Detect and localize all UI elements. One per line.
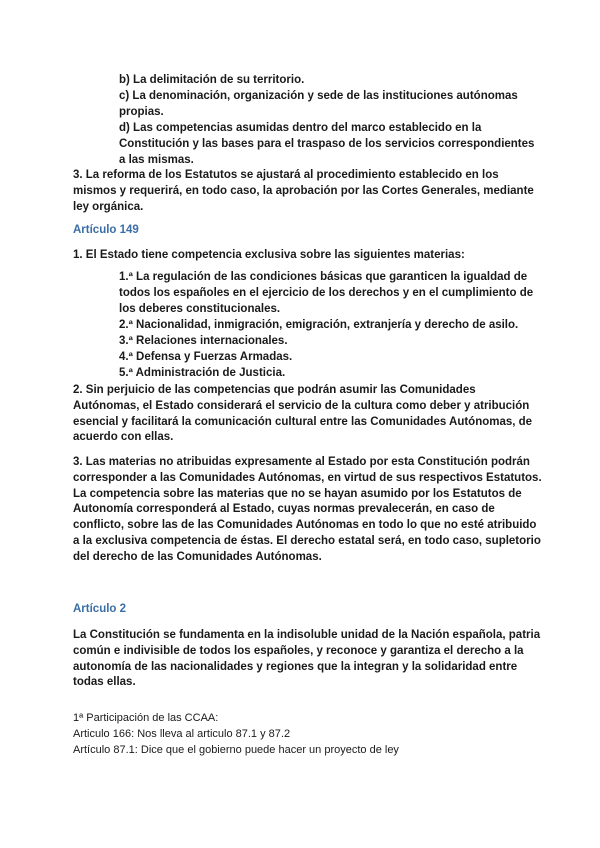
art149-item-5: 5.ª Administración de Justicia. bbox=[119, 367, 286, 379]
item-b: b) La delimitación de su territorio. bbox=[119, 74, 305, 86]
note-line-3: Artículo 87.1: Dice que el gobierno puede hacer un proyecto de ley bbox=[73, 744, 399, 756]
art2-text: La Constitución se fundamenta en la indisoluble unidad de la Nación española, patria común e indivisible de todos los españoles, y reconoce y garantiza el derecho a la autonomía de las nacionalidades y regiones que la integran y la solidaridad entre todas ellas. bbox=[73, 629, 541, 689]
art149-paragraph-3: 3. Las materias no atribuidas expresamente al Estado por esta Constitución podrán corresponder a las Comunidades Autónomas, en virtud de sus respectivos Estatutos. La competencia sobre las materias que no se hayan asumido por los Estatutos de Autonomía corresponderá al Estado, cuyas normas prevalecerán, en caso de conflicto, sobre las de las Comunidades Autónomas en todo lo que no esté atribuido a la exclusiva competencia de éstas. El derecho estatal será, en todo caso, supletorio del derecho de las Comunidades Autónomas. bbox=[73, 456, 542, 563]
art149-item-1: 1.ª La regulación de las condiciones básicas que garanticen la igualdad de todos los españoles en el ejercicio de los derechos y en el cumplimiento de los deberes constitucionales. bbox=[119, 271, 534, 315]
art149-paragraph-2: 2. Sin perjuicio de las competencias que podrán asumir las Comunidades Autónomas, el Estado considerará el servicio de la cultura como deber y atribución esencial y facilitará la comunicación cultural entre las Comunidades Autónomas, de acuerdo con ellas. bbox=[73, 384, 533, 444]
art149-item-4: 4.ª Defensa y Fuerzas Armadas. bbox=[119, 351, 293, 363]
note-line-1: 1ª Participación de las CCAA: bbox=[73, 712, 219, 724]
art149-item-3: 3.ª Relaciones internacionales. bbox=[119, 335, 288, 347]
art149-item-2: 2.ª Nacionalidad, inmigración, emigración, extranjería y derecho de asilo. bbox=[119, 319, 519, 331]
heading-articulo-2: Artículo 2 bbox=[73, 603, 127, 615]
note-line-2: Articulo 166: Nos lleva al articulo 87.1 y 87.2 bbox=[73, 728, 291, 740]
paragraph-3-reforma: 3. La reforma de los Estatutos se ajustará al procedimiento establecido en los mismos y requerirá, en todo caso, la aprobación por las Cortes Generales, mediante ley orgánica. bbox=[73, 169, 534, 213]
item-d: d) Las competencias asumidas dentro del marco establecido en la Constitución y las bases para el traspaso de los servicios correspondientes a las mismas. bbox=[119, 122, 535, 166]
heading-articulo-149: Artículo 149 bbox=[73, 224, 139, 236]
art149-paragraph-1: 1. El Estado tiene competencia exclusiva sobre las siguientes materias: bbox=[73, 249, 465, 261]
item-c: c) La denominación, organización y sede de las instituciones autónomas propias. bbox=[119, 90, 518, 118]
